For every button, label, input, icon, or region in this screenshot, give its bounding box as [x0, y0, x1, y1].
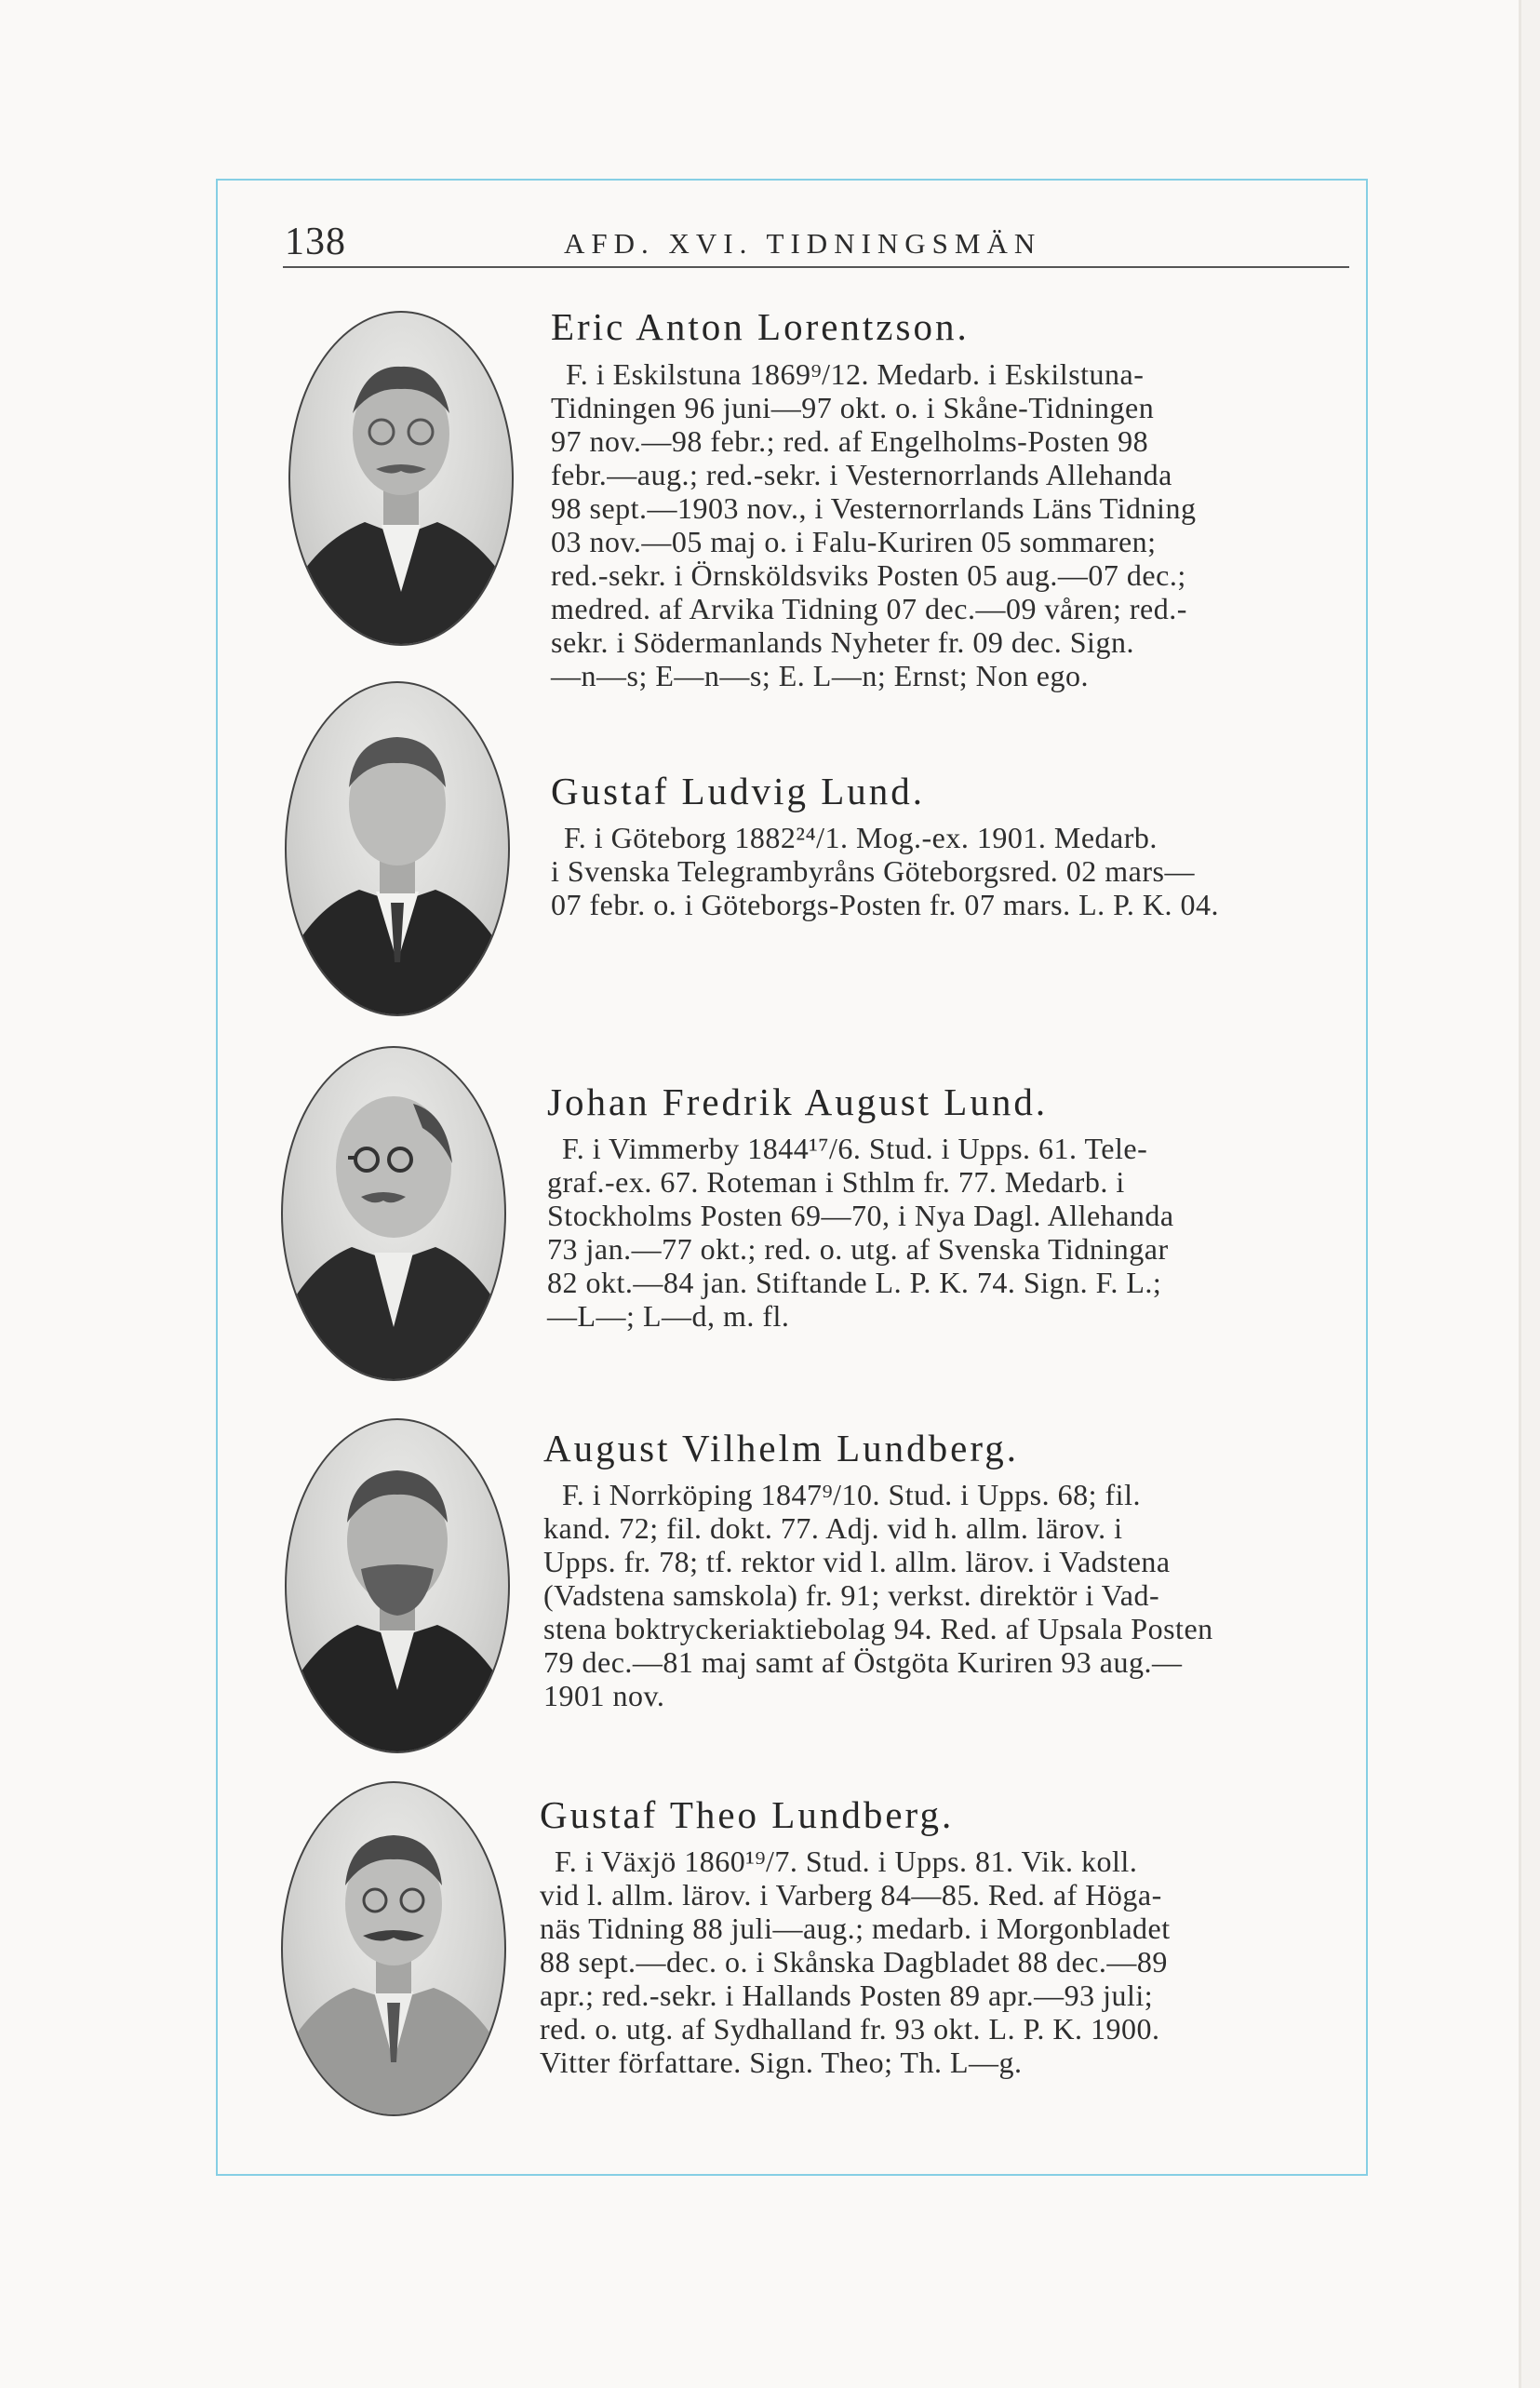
bio-line: 88 sept.—dec. o. i Skånska Dagbladet 88 dec.—89 — [540, 1945, 1168, 1979]
bio-line: stena boktryckeriaktiebolag 94. Red. af Upsala Posten — [543, 1612, 1213, 1645]
bio-line: vid l. allm. lärov. i Varberg 84—85. Red. af Höga- — [540, 1878, 1162, 1912]
bio-line: (Vadstena samskola) fr. 91; verkst. direktör i Vad- — [543, 1578, 1160, 1612]
person-name: Johan Fredrik August Lund. — [547, 1080, 1049, 1123]
bio-line: F. i Vimmerby 1844¹⁷/6. Stud. i Upps. 61. Tele- — [562, 1132, 1148, 1165]
person-name: Eric Anton Lorentzson. — [551, 305, 970, 348]
bio-line: febr.—aug.; red.-sekr. i Vesternorrlands Allehanda — [551, 458, 1172, 491]
person-name: Gustaf Theo Lundberg. — [540, 1793, 955, 1836]
page-header — [283, 220, 1349, 268]
bio-line: 07 febr. o. i Göteborgs-Posten fr. 07 mars. L. P. K. 04. — [551, 888, 1220, 921]
page-number: 138 — [285, 221, 346, 263]
running-head: AFD. XVI. TIDNINGSMÄN — [564, 227, 1042, 260]
portrait-photo — [288, 311, 514, 646]
bio-line: Upps. fr. 78; tf. rektor vid l. allm. lärov. i Vadstena — [543, 1545, 1171, 1578]
bio-line: red.-sekr. i Örnsköldsviks Posten 05 aug.—07 dec.; — [551, 558, 1186, 592]
bio-line: 79 dec.—81 maj samt af Östgöta Kuriren 93 aug.— — [543, 1645, 1183, 1679]
bio-line: 98 sept.—1903 nov., i Vesternorrlands Läns Tidning — [551, 491, 1197, 525]
bio-line: Vitter författare. Sign. Theo; Th. L—g. — [540, 2046, 1023, 2079]
bio-line: 03 nov.—05 maj o. i Falu-Kuriren 05 sommaren; — [551, 525, 1157, 558]
bio-line: F. i Växjö 1860¹⁹/7. Stud. i Upps. 81. Vik. koll. — [555, 1845, 1138, 1878]
bio-line: Tidningen 96 juni—97 okt. o. i Skåne-Tidningen — [551, 391, 1155, 424]
bio-line: 73 jan.—77 okt.; red. o. utg. af Svenska Tidningar — [547, 1232, 1169, 1266]
bio-line: —L—; L—d, m. fl. — [547, 1299, 790, 1333]
bio-line: red. o. utg. af Sydhalland fr. 93 okt. L. P. K. 1900. — [540, 2012, 1160, 2046]
bio-line: 97 nov.—98 febr.; red. af Engelholms-Posten 98 — [551, 424, 1149, 458]
portrait-photo — [285, 681, 510, 1016]
bio-line: sekr. i Södermanlands Nyheter fr. 09 dec. Sign. — [551, 625, 1134, 659]
bio-line: F. i Eskilstuna 1869⁹/12. Medarb. i Eskilstuna- — [566, 357, 1145, 391]
bio-line: kand. 72; fil. dokt. 77. Adj. vid h. allm. lärov. i — [543, 1511, 1123, 1545]
portrait-photo — [281, 1046, 506, 1381]
portrait-photo — [285, 1418, 510, 1753]
bio-line: Stockholms Posten 69—70, i Nya Dagl. Allehanda — [547, 1199, 1174, 1232]
person-name: August Vilhelm Lundberg. — [543, 1427, 1020, 1469]
bio-line: F. i Göteborg 1882²⁴/1. Mog.-ex. 1901. Medarb. — [564, 821, 1158, 854]
bio-line: apr.; red.-sekr. i Hallands Posten 89 apr.—93 juli; — [540, 1979, 1154, 2012]
bio-line: graf.-ex. 67. Roteman i Sthlm fr. 77. Medarb. i — [547, 1165, 1125, 1199]
bio-line: näs Tidning 88 juli—aug.; medarb. i Morgonbladet — [540, 1912, 1171, 1945]
person-name: Gustaf Ludvig Lund. — [551, 770, 926, 812]
bio-line: 82 okt.—84 jan. Stiftande L. P. K. 74. Sign. F. L.; — [547, 1266, 1162, 1299]
bio-line: F. i Norrköping 1847⁹/10. Stud. i Upps. 68; fil. — [562, 1478, 1141, 1511]
bio-line: —n—s; E—n—s; E. L—n; Ernst; Non ego. — [551, 659, 1089, 692]
bio-line: 1901 nov. — [543, 1679, 665, 1712]
bio-line: i Svenska Telegrambyråns Göteborgsred. 02 mars— — [551, 854, 1195, 888]
portrait-photo — [281, 1781, 506, 2116]
bio-line: medred. af Arvika Tidning 07 dec.—09 våren; red.- — [551, 592, 1187, 625]
